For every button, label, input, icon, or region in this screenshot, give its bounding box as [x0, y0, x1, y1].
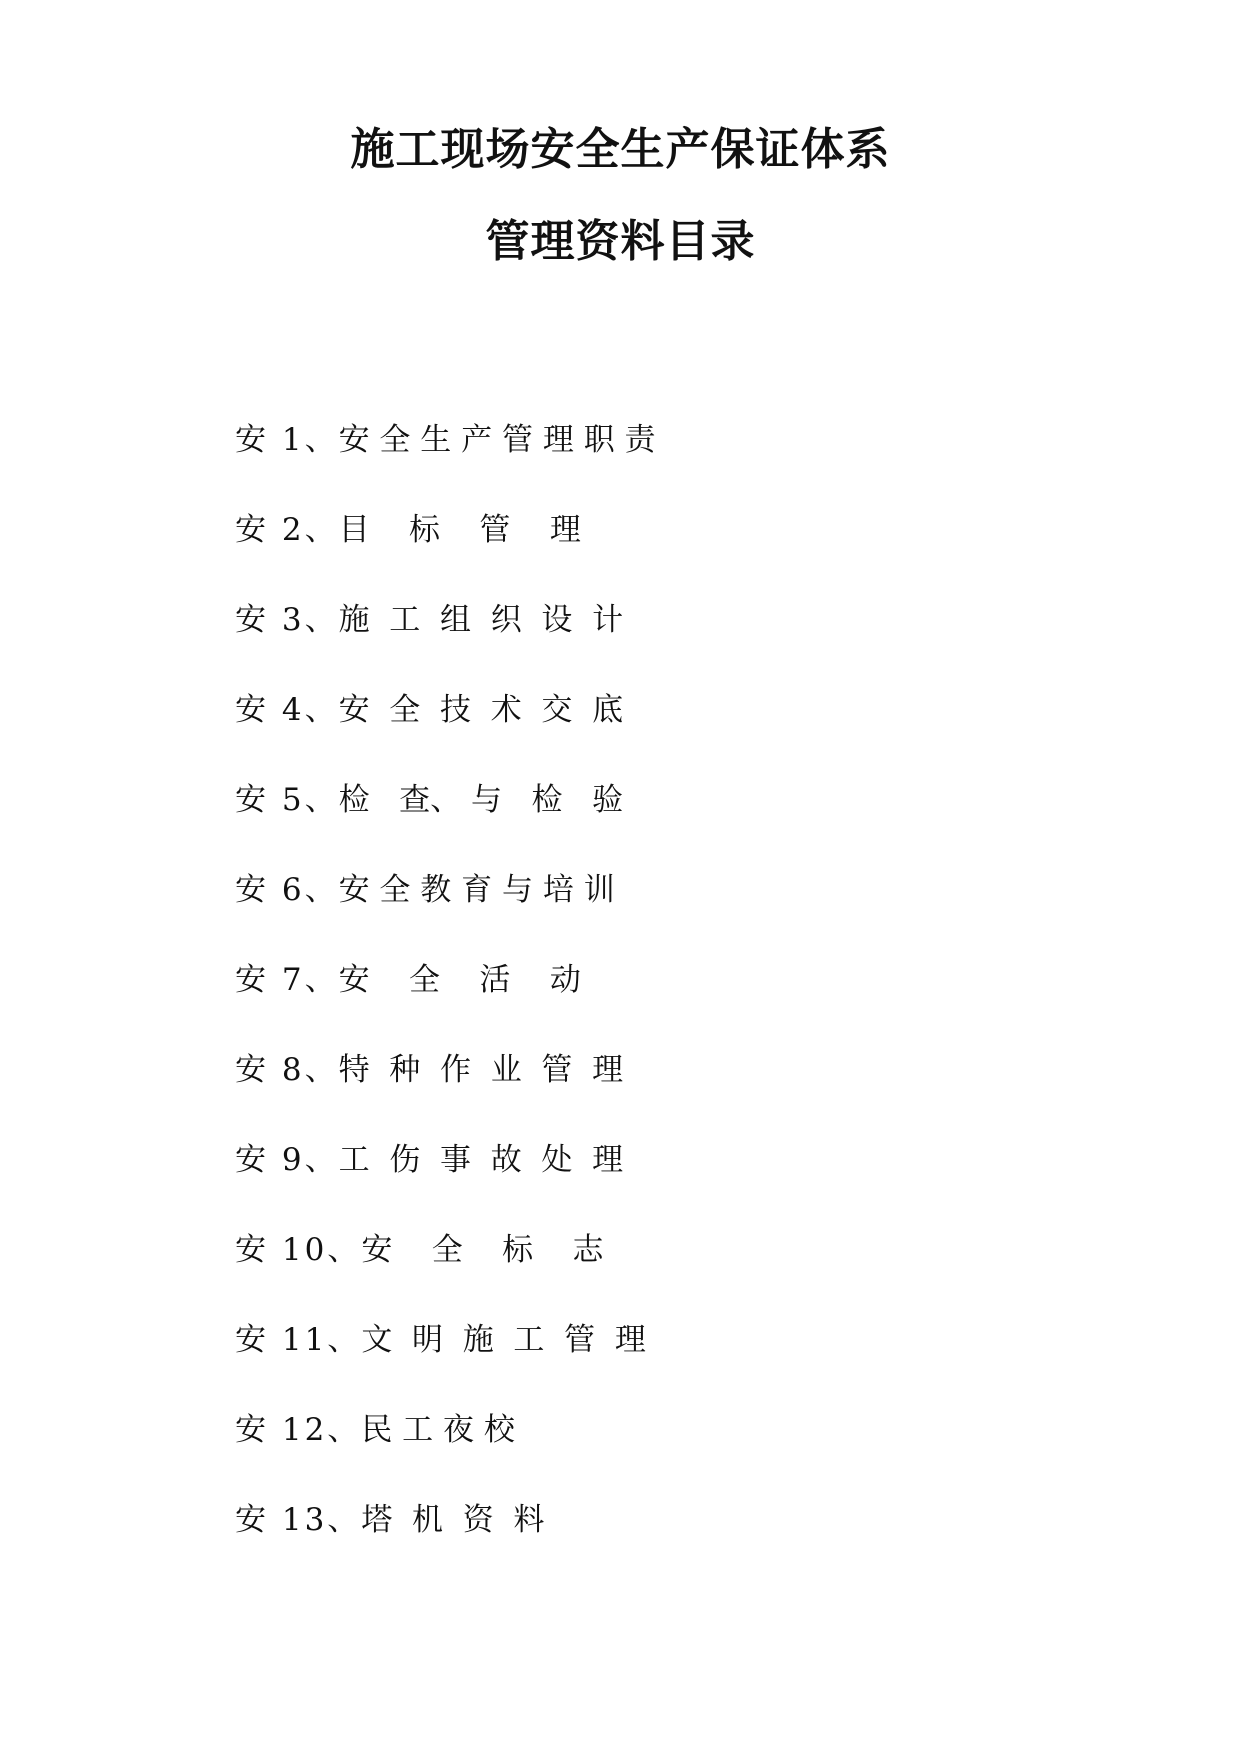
table-of-contents: [235, 395, 656, 1565]
toc-item-number: 安 10、: [235, 1231, 362, 1268]
toc-item-title: 检 查、 与 检 验: [338, 781, 624, 818]
toc-item-number: 安 3、: [235, 601, 339, 638]
toc-item-number: 安 1、: [235, 421, 339, 458]
toc-item-number: 安 2、: [235, 511, 339, 548]
toc-item-number: 安 8、: [235, 1051, 339, 1088]
toc-item: [235, 1295, 656, 1385]
toc-item: [235, 1475, 656, 1565]
toc-item-title: 安 全 标 志: [361, 1231, 604, 1268]
toc-item-title: 安 全 技 术 交 底: [338, 691, 624, 728]
toc-item-number: 安 7、: [235, 961, 339, 998]
toc-item-number: 安 4、: [235, 691, 339, 728]
toc-item-number: 安 13、: [235, 1501, 362, 1538]
toc-item: [235, 1205, 656, 1295]
toc-item: [235, 395, 656, 485]
toc-item: [235, 485, 656, 575]
toc-item: [235, 1025, 656, 1115]
document-subtitle: 管理资料目录: [485, 216, 756, 267]
toc-item-number: 安 12、: [235, 1411, 362, 1448]
toc-item: [235, 1115, 656, 1205]
toc-item: [235, 935, 656, 1025]
toc-item: [235, 575, 656, 665]
toc-item-title: 安 全 生 产 管 理 职 责: [338, 421, 656, 458]
toc-item-number: 安 5、: [235, 781, 339, 818]
toc-item-title: 工 伤 事 故 处 理: [338, 1141, 624, 1178]
toc-item-title: 文 明 施 工 管 理: [361, 1321, 646, 1358]
toc-item-title: 塔 机 资 料: [361, 1501, 545, 1538]
toc-item-title: 目 标 管 理: [338, 511, 581, 548]
document-title: 施工现场安全生产保证体系: [350, 124, 891, 175]
toc-item: [235, 665, 656, 755]
toc-item-number: 安 9、: [235, 1141, 339, 1178]
toc-item-title: 安 全 教 育 与 培 训: [338, 871, 615, 908]
toc-item: [235, 755, 656, 845]
toc-item: [235, 1385, 656, 1475]
toc-item: [235, 845, 656, 935]
toc-item-title: 特 种 作 业 管 理: [338, 1051, 624, 1088]
toc-item-number: 安 11、: [235, 1321, 362, 1358]
toc-item-title: 安 全 活 动: [338, 961, 581, 998]
toc-item-title: 民 工 夜 校: [361, 1411, 515, 1448]
toc-item-title: 施 工 组 织 设 计: [338, 601, 624, 638]
toc-item-number: 安 6、: [235, 871, 339, 908]
